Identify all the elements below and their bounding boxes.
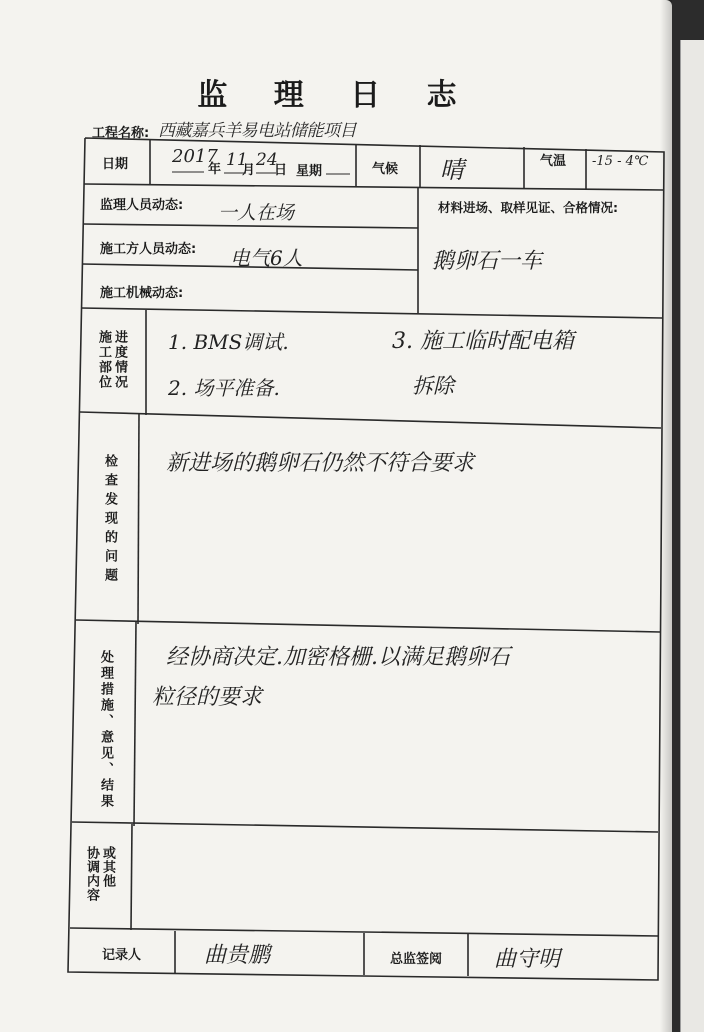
month-unit: 月 [242, 163, 256, 178]
table-outer-frame [68, 138, 664, 980]
machinery-label: 施工机械动态: [100, 286, 184, 301]
issues-text: 新进场的鹅卵石仍然不符合要求 [166, 451, 475, 476]
page-title: 监 理 日 志 [197, 78, 475, 113]
recorder-signature: 曲贵鹏 [204, 943, 271, 968]
year-unit: 年 [208, 162, 222, 177]
progress-label [96, 330, 128, 390]
date-year: 2017 [172, 146, 218, 167]
progress-item-3-line2: 拆除 [412, 374, 454, 398]
progress-label-col2: 进度情况 [112, 330, 127, 390]
progress-item-2: 2. 场平准备. [168, 376, 280, 400]
coordination-label-col1: 协调内容 [84, 846, 99, 902]
weather-label: 气候 [372, 162, 399, 177]
issues-label: 检查发现的问题 [102, 454, 117, 587]
progress-item-3-line1: 3. 施工临时配电箱 [392, 329, 574, 354]
date-month: 11 [226, 150, 248, 170]
contractor-value: 电气6人 [230, 246, 303, 270]
day-unit: 日 [274, 163, 288, 178]
supervisor-label: 监理人员动态: [100, 198, 184, 213]
coordination-label [84, 846, 116, 902]
progress-label-col1: 施工部位 [96, 330, 111, 390]
weekday-label: 星期 [296, 164, 323, 179]
temp-label: 气温 [540, 154, 567, 169]
measures-line-1: 经协商决定.加密格栅.以满足鹅卵石 [166, 645, 510, 670]
col-line-issues-label [138, 414, 139, 624]
row-line-staff-bottom [81, 308, 662, 318]
date-day: 24 [256, 150, 278, 170]
col-line-coord-label [131, 824, 132, 930]
row-line-measures-bottom [72, 822, 658, 832]
row-line-progress-bottom [80, 412, 661, 428]
row-line-issues-bottom [76, 620, 660, 632]
measures-line-2: 粒径的要求 [152, 685, 263, 710]
page-edge-shadow [660, 0, 672, 1032]
progress-item-1: 1. BMS调试. [168, 330, 289, 354]
chief-label: 总监签阅 [390, 952, 443, 967]
recorder-label: 记录人 [102, 948, 142, 963]
col-line-measures-label [134, 622, 136, 826]
facing-page-edge [680, 40, 704, 1032]
project-name-label: 工程名称: [92, 126, 150, 141]
row-line-date [84, 184, 663, 190]
date-label: 日期 [102, 157, 129, 172]
temp-value: -15 - 4℃ [592, 154, 649, 169]
contractor-label: 施工方人员动态: [100, 242, 197, 257]
materials-label: 材料进场、取样见证、合格情况: [438, 200, 618, 215]
chief-signature: 曲守明 [494, 947, 561, 972]
coordination-label-col2: 或其他 [100, 846, 115, 888]
supervisor-value: 一人在场 [218, 202, 295, 224]
weather-value: 晴 [440, 156, 464, 184]
project-name-value: 西藏嘉兵羊易电站储能项目 [158, 121, 356, 141]
materials-value: 鹅卵石一车 [432, 249, 543, 274]
measures-label: 处理措施、意见、结果 [98, 650, 113, 810]
